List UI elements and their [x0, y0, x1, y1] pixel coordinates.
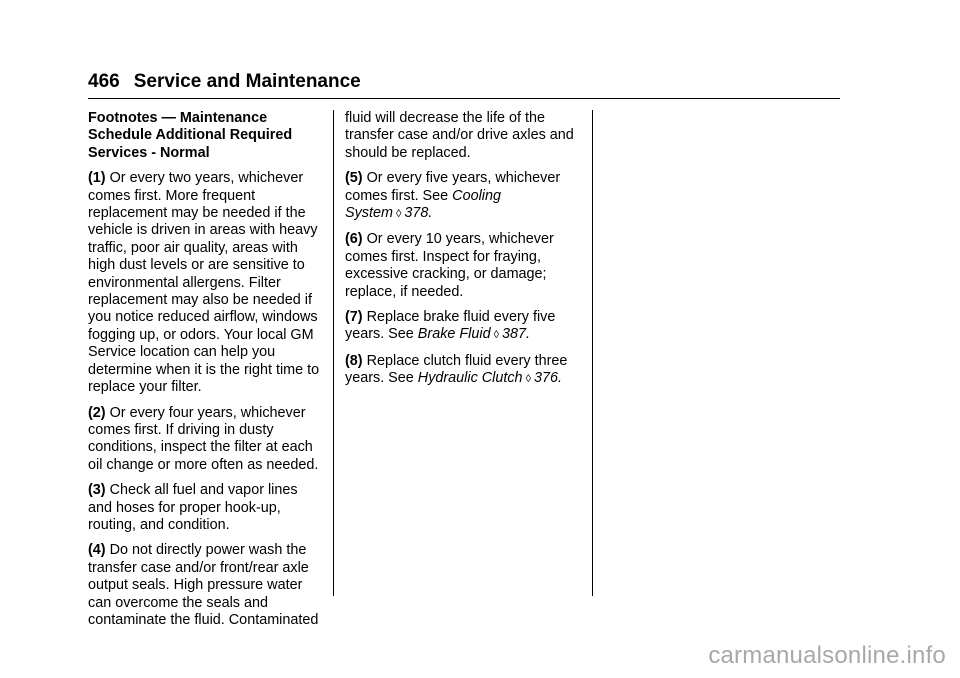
footnote-marker: (3): [88, 482, 106, 499]
footnote-1: [88, 170, 324, 396]
cooling-system-link[interactable]: Cooling System: [345, 187, 501, 222]
page-ref-icon: ◊: [493, 329, 500, 342]
footnote-text: Or every four years, whichever comes first. If driving in dusty conditions, inspect the filter at each oil change or more often as needed.: [88, 404, 319, 473]
footnote-marker: (1): [88, 170, 106, 187]
column-divider: [592, 110, 593, 596]
footnote-text: Do not directly power wash the transfer case and/or front/rear axle output seals. High pressure water can overcome the seals and contaminate the fluid. Contaminated: [88, 542, 319, 628]
footnote-text: fluid will decrease the life of the transfer case and/or drive axles and should be replaced.: [345, 110, 574, 161]
column-left: [88, 110, 324, 637]
footnote-marker: (6): [345, 231, 363, 248]
page-header: [88, 70, 840, 94]
footnote-7: [345, 309, 583, 345]
header-rule: [88, 98, 840, 99]
page-ref: 387.: [502, 326, 531, 343]
brake-fluid-link[interactable]: Brake Fluid: [417, 326, 491, 343]
hydraulic-clutch-link[interactable]: Hydraulic Clutch: [417, 370, 523, 387]
footnote-text: Replace clutch fluid every three years. See: [345, 352, 568, 387]
page-ref-icon: ◊: [395, 208, 402, 221]
footnote-2: [88, 405, 324, 475]
footnote-marker: (4): [88, 542, 106, 559]
footnote-text: Replace brake fluid every five years. See: [345, 309, 556, 343]
page-ref: 378.: [404, 205, 433, 222]
watermark: carmanualsonline.info: [708, 642, 946, 669]
footnote-text: Or every five years, whichever comes first. See: [345, 170, 561, 204]
footnote-5: [345, 170, 583, 223]
footnote-4: [88, 542, 324, 629]
column-right: [345, 110, 583, 397]
footnote-6: [345, 231, 583, 301]
page-ref: 376.: [534, 370, 563, 387]
footnote-marker: (8): [345, 352, 363, 369]
footnote-marker: (5): [345, 170, 363, 187]
column-divider: [333, 110, 334, 596]
footnotes-heading: Footnotes — Maintenance Schedule Additional Required Services - Normal: [88, 110, 293, 161]
section-title: Service and Maintenance: [133, 71, 361, 92]
footnote-text: Or every two years, whichever comes first. More frequent replacement may be needed if the vehicle is driven in areas with heavy traffic, poor air quality, areas with high dust levels or are sensitive to environmental allergens. Filter replacement may also be needed if you notice reduced airflow, windows fogging up, or odors. Your local GM Service location can help you determine when it is the right time to replace your filter.: [88, 170, 320, 396]
footnote-marker: (2): [88, 404, 106, 421]
footnote-4-continued: [345, 110, 583, 162]
footnote-text: Check all fuel and vapor lines and hoses for proper hook-up, routing, and condition.: [88, 482, 298, 533]
page-number: 466: [88, 71, 120, 92]
footnote-3: [88, 482, 324, 534]
footnote-text: Or every 10 years, whichever comes first. Inspect for fraying, excessive cracking, or damage; replace, if needed.: [345, 231, 554, 300]
footnote-marker: (7): [345, 309, 363, 326]
footnote-8: [345, 353, 583, 389]
page-ref-icon: ◊: [525, 373, 532, 386]
